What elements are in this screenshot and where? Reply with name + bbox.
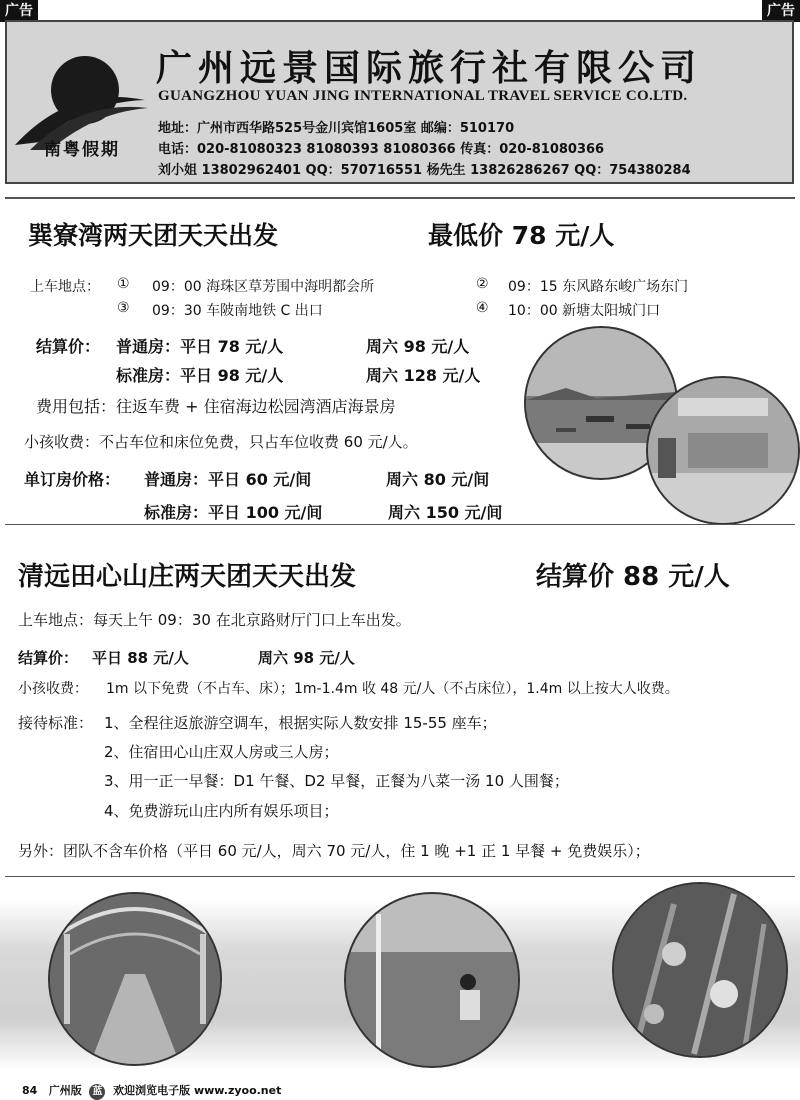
- tour1-single-normal: 普通房：平日 60 元/间: [144, 470, 312, 489]
- company-contacts: 刘小姐 13802962401 QQ：570716551 杨先生 13826286267 QQ：754380284: [158, 163, 691, 178]
- brand-name: 南粤假期: [44, 140, 120, 160]
- fishing-photo: [344, 892, 520, 1068]
- tour1-stop-3: 09：30 车陂南地铁 C 出口: [152, 303, 323, 319]
- tour1-stop-4-num: ④: [476, 300, 489, 316]
- tour1-single-label: 单订房价格：: [24, 470, 121, 489]
- tour1-price-title: 最低价 78 元/人: [428, 221, 615, 250]
- tour1-pickup-label: 上车地点：: [30, 279, 100, 295]
- tour2-extra: 另外：团队不含车价格（平日 60 元/人，周六 70 元/人，住 1 晚 +1 正 1 早餐 + 免费娱乐）；: [18, 842, 650, 860]
- tour2-child-fee: 1m 以下免费（不占车、床）；1m-1.4m 收 48 元/人（不占床位），1.4m 以上按大人收费。: [106, 681, 679, 697]
- company-phone: 电话：020-81080323 81080393 81080366 传真：020-81080366: [158, 142, 605, 157]
- tour2-price-title: 结算价 88 元/人: [536, 562, 730, 592]
- hotel-lobby-photo: [646, 376, 800, 525]
- tour1-settle-normal-sat: 周六 98 元/人: [366, 337, 470, 356]
- page-number: 84: [22, 1084, 38, 1097]
- tour2-standard-2: 2、住宿田心山庄双人房或三人房；: [104, 743, 339, 761]
- tour1-title: 巽寮湾两天团天天出发: [28, 221, 279, 250]
- tour1-includes: 费用包括：往返车费 + 住宿海边松园湾酒店海景房: [36, 397, 396, 416]
- tour1-stop-2-num: ②: [476, 276, 489, 292]
- tour2-standard-1: 1、全程往返旅游空调车，根据实际人数安排 15-55 座车；: [104, 714, 497, 732]
- footer: [22, 1082, 281, 1100]
- tour1-stop-4: 10：00 新塘太阳城门口: [508, 303, 661, 319]
- flower-photo: [612, 882, 788, 1058]
- tour2-settle-weekday: 平日 88 元/人: [92, 649, 189, 667]
- tour2-standard-3: 3、用一正一早餐：D1 午餐、D2 早餐，正餐为八菜一汤 10 人围餐；: [104, 772, 569, 790]
- tour2-standard-4: 4、免费游玩山庄内所有娱乐项目；: [104, 802, 339, 820]
- tour1-single-standard-sat: 周六 150 元/间: [388, 503, 503, 522]
- ad-tag-right: 广告: [762, 0, 800, 22]
- company-address: 地址：广州市西华路525号金川宾馆1605室 邮编：510170: [158, 121, 515, 136]
- tour2-settle-label: 结算价：: [18, 649, 79, 667]
- edition-badge: 蓝: [89, 1084, 105, 1100]
- tour1-stop-2: 09：15 东风路东峻广场东门: [508, 279, 689, 295]
- tour1-settle-standard-sat: 周六 128 元/人: [366, 366, 481, 385]
- tour1-stop-1-num: ①: [117, 276, 130, 292]
- company-name-en: GUANGZHOU YUAN JING INTERNATIONAL TRAVEL SERVICE CO.LTD.: [158, 88, 688, 104]
- divider: [5, 524, 795, 525]
- tour1-settle-standard: 标准房：平日 98 元/人: [116, 366, 284, 385]
- tour1-single-standard: 标准房：平日 100 元/间: [144, 503, 323, 522]
- tour2-standard-label: 接待标准：: [18, 714, 94, 732]
- website-link[interactable]: 欢迎浏览电子版 www.zyoo.net: [113, 1084, 282, 1097]
- edition-label: 广州版: [48, 1084, 82, 1097]
- company-name-cn: 广州远景国际旅行社有限公司: [156, 47, 703, 89]
- tour1-stop-1: 09：00 海珠区草芳围中海明都会所: [152, 279, 375, 295]
- tour1-child-fee: 小孩收费：不占车位和床位免费，只占车位收费 60 元/人。: [24, 433, 418, 451]
- tour1-settle-normal: 普通房：平日 78 元/人: [116, 337, 284, 356]
- tour2-title: 清远田心山庄两天团天天出发: [18, 562, 357, 592]
- tour2-pickup: 上车地点：每天上午 09：30 在北京路财厅门口上车出发。: [18, 611, 411, 629]
- tour1-stop-3-num: ③: [117, 300, 130, 316]
- divider: [5, 876, 795, 877]
- tour1-single-normal-sat: 周六 80 元/间: [386, 470, 490, 489]
- garden-path-photo: [48, 892, 222, 1066]
- ad-tag-left: 广告: [0, 0, 38, 22]
- tour2-settle-sat: 周六 98 元/人: [258, 649, 355, 667]
- tour2-child-label: 小孩收费：: [18, 681, 88, 697]
- tour1-settle-label: 结算价：: [36, 337, 101, 356]
- divider: [5, 197, 795, 199]
